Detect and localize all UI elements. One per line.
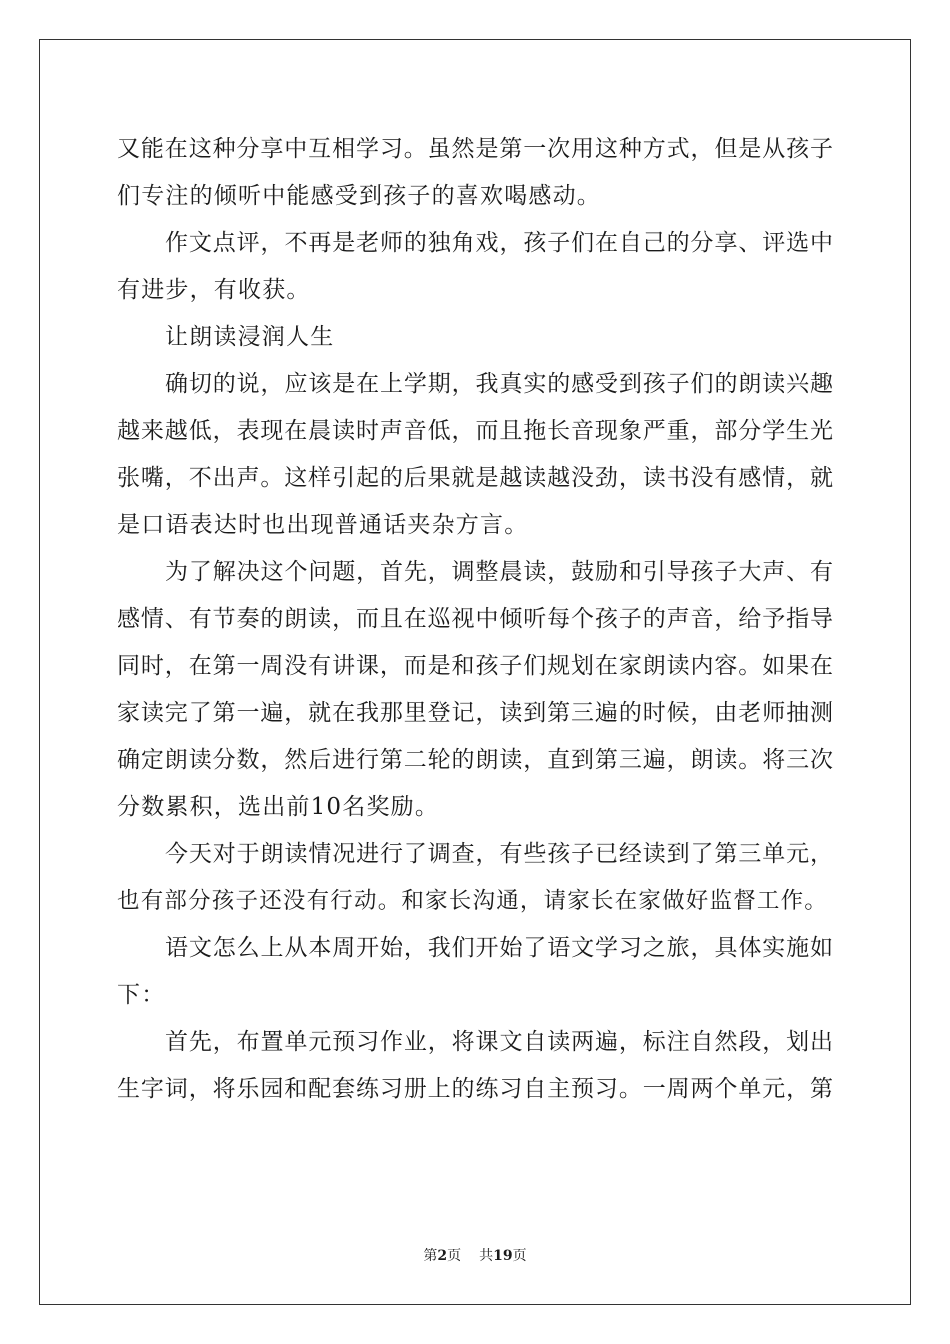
text-line: 今天对于朗读情况进行了调查，有些孩子已经读到了第三单元，: [165, 841, 833, 867]
text-line: 确定朗读分数，然后进行第二轮的朗读，直到第三遍，朗读。将三次: [117, 747, 833, 773]
text-line: 也有部分孩子还没有行动。和家长沟通，请家长在家做好监督工作。: [117, 888, 829, 914]
page-footer: [0, 1246, 950, 1266]
text-line: 首先，布置单元预习作业，将课文自读两遍，标注自然段，划出: [165, 1029, 833, 1055]
paragraph: [117, 549, 833, 831]
section-heading: [117, 314, 833, 361]
text-line: 分数累积，选出前10名奖励。: [117, 794, 440, 820]
page-suffix: 页: [447, 1248, 462, 1264]
text-line: 张嘴，不出声。这样引起的后果就是越读越没劲，读书没有感情，就: [117, 465, 833, 491]
text-line: 确切的说，应该是在上学期，我真实的感受到孩子们的朗读兴趣: [165, 371, 833, 397]
text-line: 家读完了第一遍，就在我那里登记，读到第三遍的时候，由老师抽测: [117, 700, 833, 726]
text-line: 让朗读浸润人生: [165, 324, 335, 350]
text-line: 作文点评，不再是老师的独角戏，孩子们在自己的分享、评选中: [165, 230, 833, 256]
page-number: 2: [437, 1248, 448, 1264]
text-line: 为了解决这个问题，首先，调整晨读，鼓励和引导孩子大声、有: [165, 559, 833, 585]
paragraph: [117, 361, 833, 549]
document-body: [117, 126, 833, 1113]
text-line: 们专注的倾听中能感受到孩子的喜欢喝感动。: [117, 183, 601, 209]
text-line: 是口语表达时也出现普通话夹杂方言。: [117, 512, 529, 538]
paragraph: [117, 220, 833, 314]
text-line: 越来越低，表现在晨读时声音低，而且拖长音现象严重，部分学生光: [117, 418, 833, 444]
text-line: 同时，在第一周没有讲课，而是和孩子们规划在家朗读内容。如果在: [117, 653, 833, 679]
paragraph: [117, 925, 833, 1019]
text-line: 下：: [117, 982, 166, 1008]
total-pages: 19: [493, 1248, 513, 1264]
paragraph: [117, 1019, 833, 1113]
text-line: 生字词，将乐园和配套练习册上的练习自主预习。一周两个单元，第: [117, 1076, 833, 1102]
text-line: 有进步，有收获。: [117, 277, 311, 303]
total-suffix: 页: [512, 1248, 527, 1264]
paragraph: [117, 126, 833, 220]
text-line: 语文怎么上从本周开始，我们开始了语文学习之旅，具体实施如: [165, 935, 833, 961]
page-prefix: 第: [423, 1248, 438, 1264]
total-prefix: 共: [479, 1248, 494, 1264]
text-line: 又能在这种分享中互相学习。虽然是第一次用这种方式，但是从孩子: [117, 136, 833, 162]
paragraph: [117, 831, 833, 925]
text-line: 感情、有节奏的朗读，而且在巡视中倾听每个孩子的声音，给予指导: [117, 606, 833, 632]
